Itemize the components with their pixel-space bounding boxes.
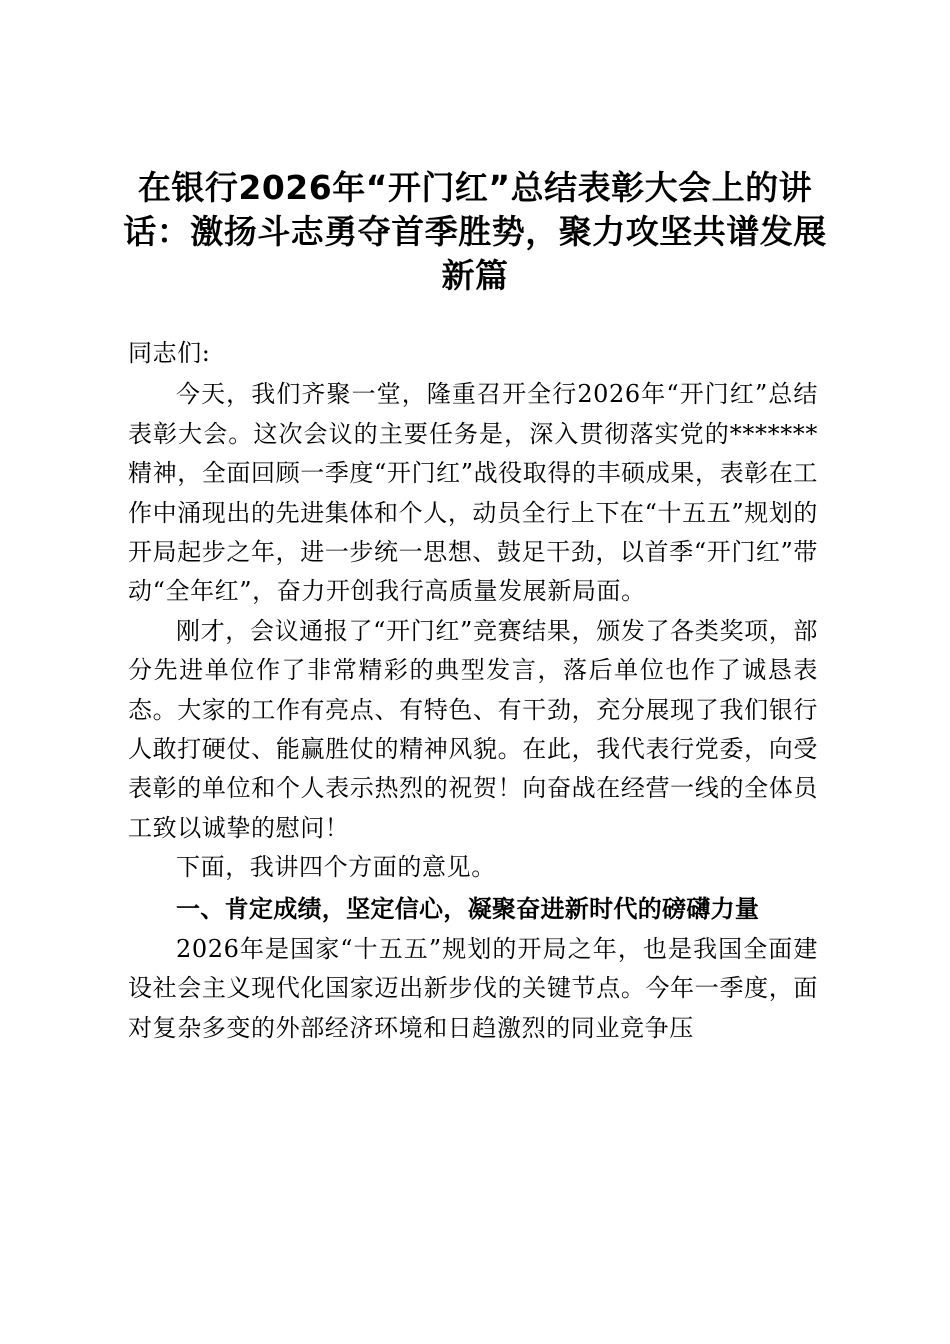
salutation: 同志们: — [128, 339, 211, 367]
section-paragraph: 2026年是国家“十五五”规划的开局之年，也是我国全面建设社会主义现代化国家迈出新步伐的关键节点。今年一季度，面对复杂多变的外部经济环境和日趋激烈的同业竞争压 — [128, 934, 818, 1042]
document-body — [128, 334, 818, 1048]
paragraph-review: 刚才，会议通报了“开门红”竞赛结果，颁发了各类奖项，部分先进单位作了非常精彩的典型发言，落后单位也作了诚恳表态。大家的工作有亮点、有特色、有干劲，充分展现了我们银行人敢打硬仗、能赢胜仗的精神风貌。在此，我代表行党委，向受表彰的单位和个人表示热烈的祝贺！向奋战在经营一线的全体员工致以诚挚的慰问！ — [128, 616, 818, 842]
paragraph-outline: 下面，我讲四个方面的意见。 — [176, 853, 496, 882]
paragraph-opening: 今天，我们齐聚一堂，隆重召开全行2026年“开门红”总结表彰大会。这次会议的主要任务是，深入贯彻落实党的*******精神，全面回顾一季度“开门红”战役取得的丰硕成果，表彰在工作中涌现出的先进集体和个人，动员全行上下在“十五五”规划的开局起步之年，进一步统一思想、鼓足干劲，以首季“开门红”带动“全年红”，奋力开创我行高质量发展新局面。 — [128, 380, 818, 606]
section-heading: 一、肯定成绩，坚定信心，凝聚奋进新时代的磅礴力量 — [176, 894, 760, 923]
document-title: 在银行2026年“开门红”总结表彰大会上的讲话：激扬斗志勇夺首季胜势，聚力攻坚共谱发展新篇 — [123, 168, 827, 295]
